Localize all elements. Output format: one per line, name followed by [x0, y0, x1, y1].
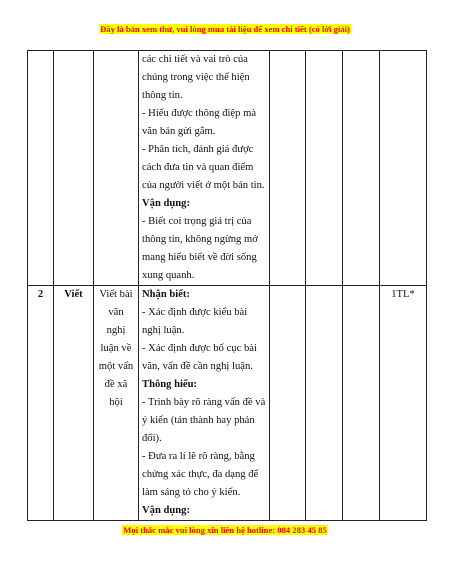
desc-line: chứng xác thực, đa dạng để — [142, 469, 259, 480]
desc-line: của người viết ở một bản tin. — [142, 180, 265, 191]
unit-line: luận về — [100, 343, 132, 354]
desc-line: thông tin. — [142, 90, 183, 101]
level-heading-know: Nhận biết: — [142, 289, 190, 300]
hotline-text: Mọi thắc mắc vui lòng xin liên hệ hotline: 084 283 45 85 — [123, 525, 327, 535]
desc-line: - Phân tích, đánh giá được — [142, 144, 254, 155]
desc-line: cách đưa tin và quan điểm — [142, 162, 254, 173]
desc-line: - Biết coi trọng giá trị của — [142, 216, 252, 227]
essay-count-cell — [380, 51, 427, 286]
desc-line: văn, vấn đề cần nghị luận. — [142, 361, 253, 372]
desc-line: nghị luận. — [142, 325, 185, 336]
unit-line: một vấn — [98, 361, 134, 372]
desc-line: xung quanh. — [142, 270, 195, 281]
empty-cell — [343, 51, 380, 286]
desc-line: thông tin, không ngừng mở — [142, 234, 258, 245]
level-heading-understand: Thông hiểu: — [142, 379, 198, 390]
unit-line: văn — [108, 307, 124, 318]
desc-line: văn bản gửi gắm. — [142, 126, 216, 137]
desc-line: ý kiến (tán thành hay phản — [142, 415, 255, 426]
unit-cell — [94, 51, 139, 286]
table-row — [28, 51, 427, 286]
desc-line: các chi tiết và vai trò của — [142, 54, 248, 65]
unit-cell — [94, 286, 139, 521]
level-heading-apply: Vận dụng: — [142, 505, 190, 516]
unit-line: đề xã — [104, 379, 128, 390]
essay-count-cell: 1TL* — [380, 286, 427, 521]
desc-line: - Trình bày rõ ràng vấn đề và — [142, 397, 266, 408]
empty-cell — [343, 286, 380, 521]
unit-line: hội — [109, 397, 123, 408]
empty-cell — [306, 51, 343, 286]
empty-cell — [306, 286, 343, 521]
desc-line: - Xác định được bố cục bài — [142, 343, 257, 354]
unit-line: Viết bài — [99, 289, 133, 300]
desc-line: đối). — [142, 433, 162, 444]
preview-notice-banner — [0, 24, 450, 34]
skill-cell — [54, 51, 94, 286]
description-cell — [139, 286, 270, 521]
matrix-table — [27, 50, 427, 521]
row-number: 2 — [28, 286, 54, 521]
desc-line: chúng trong việc thể hiện — [142, 72, 250, 83]
desc-line: - Đưa ra lí lẽ rõ ràng, bằng — [142, 451, 255, 462]
desc-line: làm sáng tỏ cho ý kiến. — [142, 487, 241, 498]
unit-line: nghị — [106, 325, 126, 336]
description-cell — [139, 51, 270, 286]
skill-cell: Viết — [54, 286, 94, 521]
empty-cell — [270, 286, 306, 521]
desc-line: mang hiểu biết về đời sống — [142, 252, 257, 263]
level-heading-apply: Vận dụng: — [142, 198, 190, 209]
table-row — [28, 286, 427, 521]
preview-notice-text: Đây là bản xem thử, vui lòng mua tài liệu để xem chi tiết (có lời giải) — [100, 24, 350, 34]
desc-line: - Xác định được kiểu bài — [142, 307, 248, 318]
empty-cell — [270, 51, 306, 286]
hotline-banner — [0, 525, 450, 535]
row-number — [28, 51, 54, 286]
desc-line: - Hiểu được thông điệp mà — [142, 108, 257, 119]
